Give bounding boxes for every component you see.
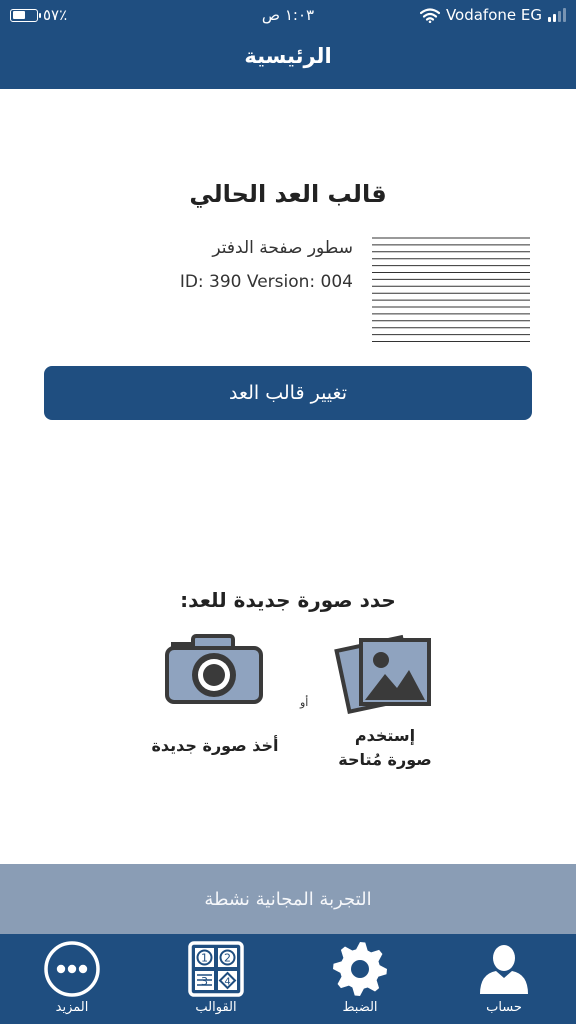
- template-name: سطور صفحة الدفتر: [212, 238, 353, 258]
- use-existing-image-option[interactable]: [320, 630, 450, 772]
- current-template-heading: قالب العد الحالي: [189, 180, 387, 208]
- take-new-photo-option[interactable]: [140, 630, 290, 758]
- status-time: ١:٠٣ ص: [261, 6, 315, 24]
- use-existing-label-2: صورة مُتاحة: [338, 750, 432, 769]
- battery-percent: ٥٧٪: [43, 6, 68, 24]
- take-new-photo-label: أخذ صورة جديدة: [151, 736, 279, 755]
- tab-templates[interactable]: [166, 934, 266, 1024]
- status-bar: [0, 0, 576, 32]
- svg-text:3: 3: [201, 975, 208, 988]
- templates-icon: [187, 940, 245, 998]
- gallery-icon: [333, 630, 437, 714]
- tab-more[interactable]: [22, 934, 122, 1024]
- tab-account-label: حساب: [486, 1000, 522, 1015]
- change-template-button[interactable]: تغيير قالب العد: [44, 366, 532, 420]
- signal-icon: [548, 8, 566, 22]
- carrier-info: [420, 6, 566, 24]
- tab-more-label: المزيد: [55, 1000, 89, 1015]
- top-bar: [0, 0, 576, 89]
- template-id-version: ID: 390 Version: 004: [179, 272, 353, 292]
- wifi-icon: [420, 8, 440, 23]
- or-label: أو: [300, 696, 309, 709]
- svg-text:1: 1: [201, 951, 208, 965]
- tab-account[interactable]: [454, 934, 554, 1024]
- tab-templates-label: القوالب: [195, 1000, 237, 1015]
- tab-bar: [0, 934, 576, 1024]
- carrier-name: Vodafone EG: [445, 6, 542, 24]
- select-image-heading: حدد صورة جديدة للعد:: [180, 588, 396, 612]
- tab-settings-label: الضبط: [342, 1000, 378, 1015]
- more-icon: [43, 940, 101, 998]
- user-icon: [476, 940, 532, 996]
- notebook-lines-thumbnail: [372, 236, 530, 346]
- gear-icon: [331, 940, 389, 998]
- tab-settings[interactable]: [310, 934, 410, 1024]
- svg-text:2: 2: [224, 951, 231, 965]
- camera-icon: [163, 630, 267, 708]
- svg-text:4: 4: [224, 976, 231, 988]
- use-existing-label-1: إستخدم: [354, 726, 416, 745]
- free-trial-banner: التجربة المجانية نشطة: [0, 864, 576, 934]
- page-title: الرئيسية: [244, 44, 332, 68]
